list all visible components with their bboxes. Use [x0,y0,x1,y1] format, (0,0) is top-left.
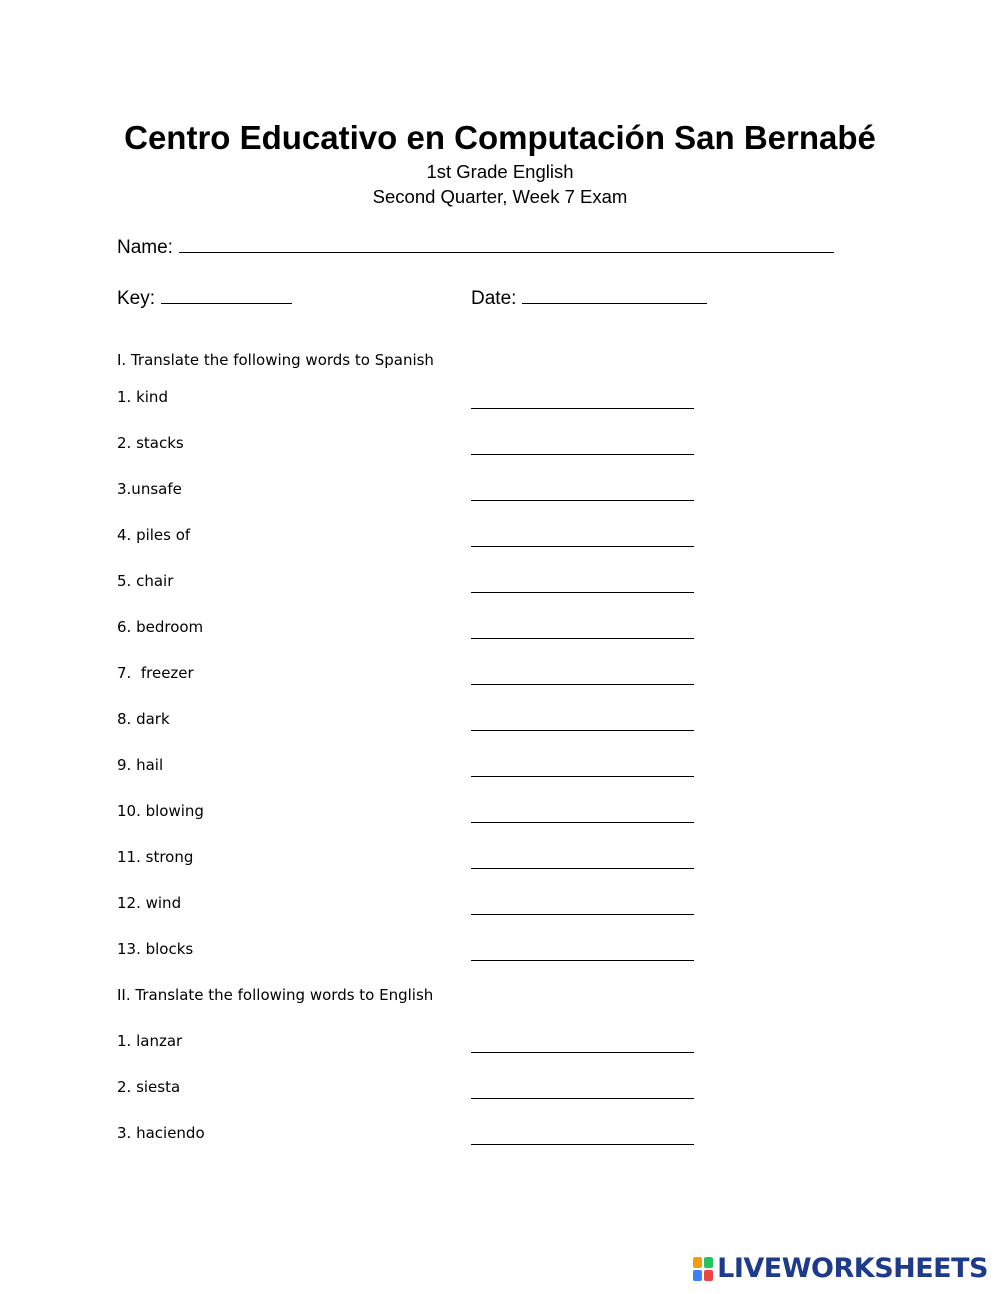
answer-blank[interactable] [471,822,694,823]
logo-icon [693,1257,713,1281]
answer-blank[interactable] [471,776,694,777]
liveworksheets-logo [693,1254,988,1284]
question-word: 7. freezer [117,664,194,682]
question-word: 2. stacks [117,434,184,452]
name-field [117,236,834,260]
date-label: Date: [471,288,517,309]
question-word: 1. kind [117,388,168,406]
answer-blank[interactable] [471,914,694,915]
question-word: 5. chair [117,572,174,590]
answer-blank[interactable] [471,868,694,869]
school-title: Centro Educativo en Computación San Bernabé [124,119,876,156]
answer-blank[interactable] [471,684,694,685]
date-field [471,287,707,311]
section-1-heading: I. Translate the following words to Spanish [117,351,434,369]
answer-blank[interactable] [471,1098,694,1099]
answer-blank[interactable] [471,546,694,547]
question-word: 3.unsafe [117,480,182,498]
question-word: 9. hail [117,756,164,774]
answer-blank[interactable] [471,1052,694,1053]
question-word: 11. strong [117,848,194,866]
answer-blank[interactable] [471,730,694,731]
answer-blank[interactable] [471,638,694,639]
logo-text: LIVEWORKSHEETS [717,1253,988,1284]
question-word: 12. wind [117,894,182,912]
key-label: Key: [117,288,156,309]
name-input-line[interactable] [179,236,834,253]
exam-subtitle: Second Quarter, Week 7 Exam [372,186,628,207]
question-word: 8. dark [117,710,170,728]
question-word: 10. blowing [117,802,204,820]
answer-blank[interactable] [471,500,694,501]
question-word: 4. piles of [117,526,191,544]
question-word: 2. siesta [117,1078,181,1096]
section-2-heading: II. Translate the following words to English [117,986,434,1004]
question-word: 3. haciendo [117,1124,205,1142]
question-word: 6. bedroom [117,618,204,636]
answer-blank[interactable] [471,454,694,455]
name-label: Name: [117,237,173,258]
answer-blank[interactable] [471,592,694,593]
question-word: 13. blocks [117,940,194,958]
key-input-line[interactable] [161,287,292,304]
date-input-line[interactable] [522,287,707,304]
key-field [117,287,292,311]
answer-blank[interactable] [471,408,694,409]
question-word: 1. lanzar [117,1032,183,1050]
grade-subtitle: 1st Grade English [426,161,574,182]
answer-blank[interactable] [471,960,694,961]
answer-blank[interactable] [471,1144,694,1145]
